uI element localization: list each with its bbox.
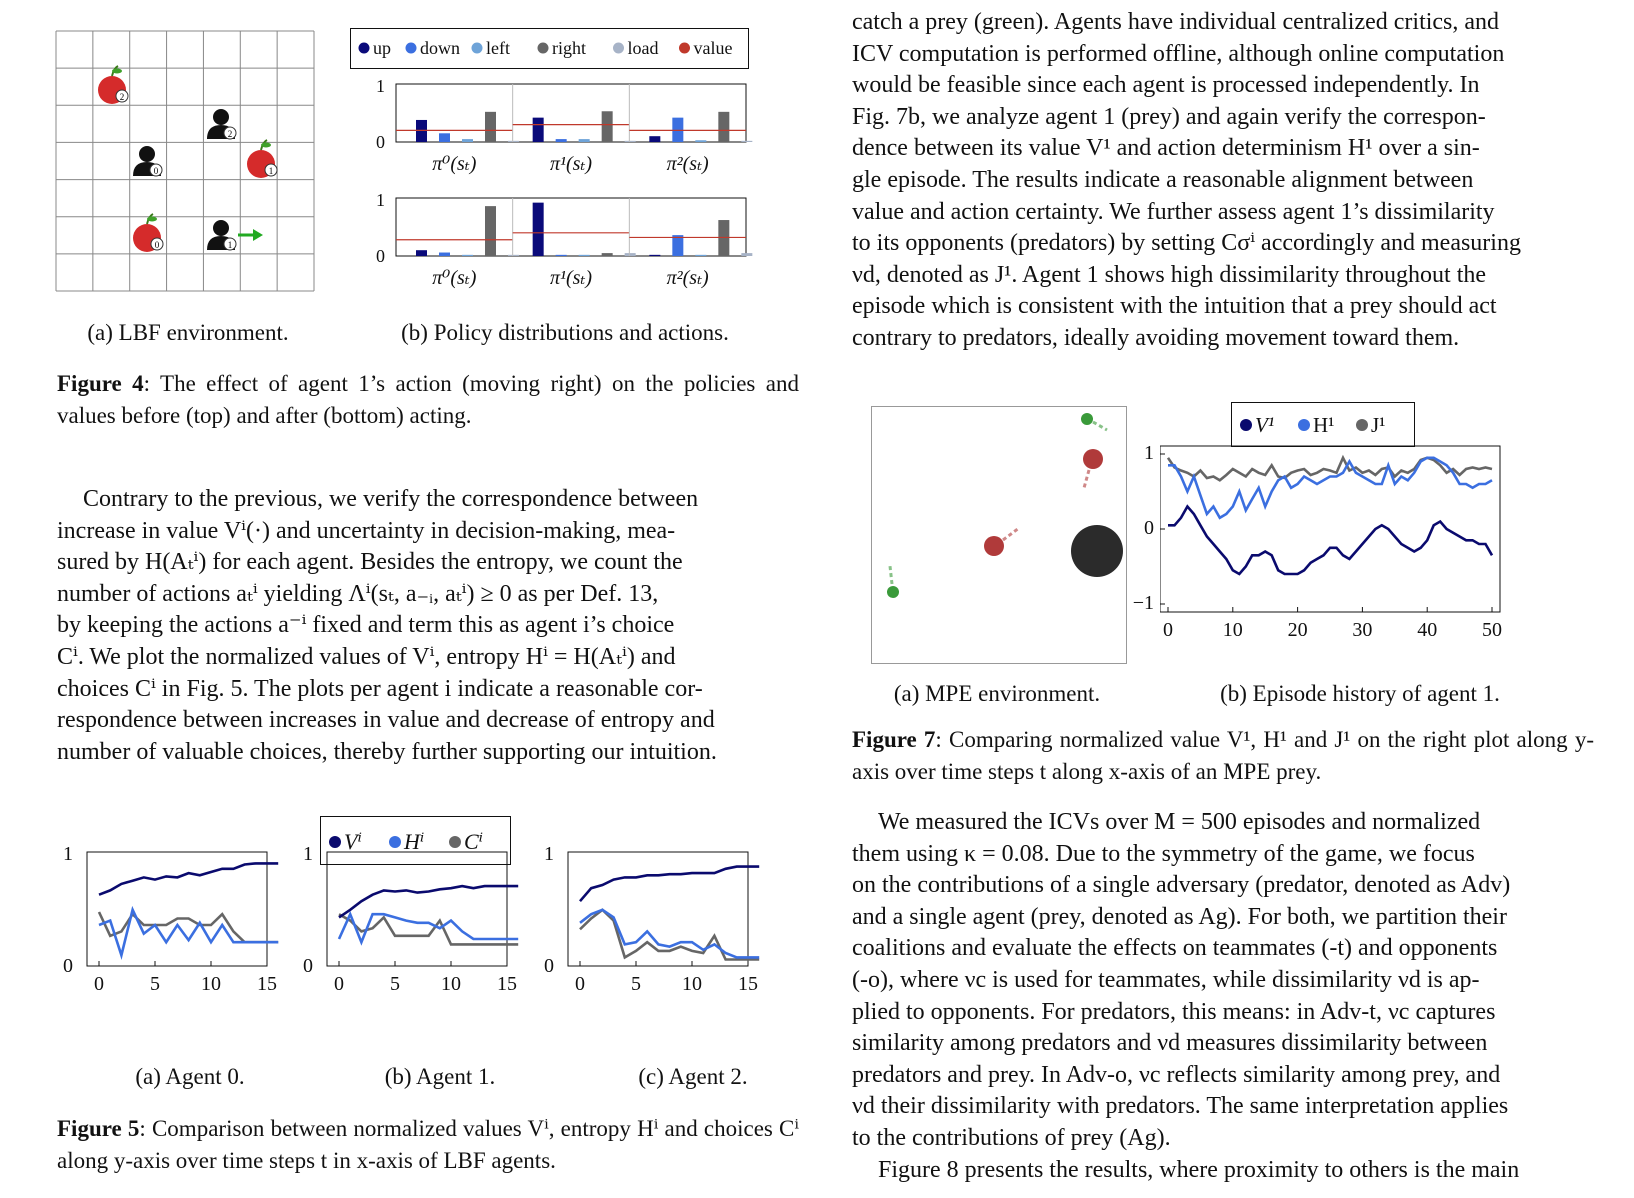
legend-label: V¹ bbox=[1255, 413, 1275, 437]
legend-marker bbox=[679, 43, 690, 54]
text-line: them using κ = 0.08. Due to the symmetry of the game, we focus bbox=[852, 840, 1475, 867]
apple-icon bbox=[247, 140, 277, 178]
x-tick-label: 0 bbox=[94, 973, 104, 995]
legend-marker bbox=[389, 836, 401, 848]
bar-up bbox=[649, 136, 660, 142]
legend-label: value bbox=[693, 38, 733, 58]
fig4-subcaption-a: (a) LBF environment. bbox=[87, 320, 289, 345]
x-tick-label: 10 bbox=[441, 973, 461, 995]
y-tick-label: 0 bbox=[303, 955, 313, 977]
legend-marker bbox=[329, 836, 341, 848]
text-line: predators and prey. In Adv-o, νc reflects similarity among prey, and bbox=[852, 1061, 1501, 1088]
series-line-Vⁱ bbox=[580, 867, 759, 902]
agent-comparison-charts bbox=[55, 816, 805, 1056]
right-arrow-icon bbox=[238, 229, 263, 241]
text-line: on the contributions of a single adversary (predator, denoted as Adv) bbox=[852, 872, 1511, 899]
text-line: (-o), where νc is used for teammates, while dissimilarity νd is ap- bbox=[852, 966, 1480, 993]
bar-right bbox=[602, 253, 613, 256]
text-line: and a single agent (prey, denoted as Ag). For both, we partition their bbox=[852, 903, 1507, 930]
right-bottom-paragraph bbox=[852, 807, 1594, 1186]
category-label: π¹(sₜ) bbox=[549, 153, 593, 175]
fig7-subcaption-a: (a) MPE environment. bbox=[893, 681, 1101, 706]
text-line: catch a prey (green). Agents have individual centralized critics, and bbox=[852, 9, 1500, 35]
bar-down bbox=[439, 133, 450, 142]
x-tick-label: 15 bbox=[257, 973, 277, 995]
apple-icon bbox=[98, 66, 128, 104]
bar-right bbox=[602, 111, 613, 142]
x-tick-label: 5 bbox=[390, 973, 400, 995]
mpe-environment bbox=[871, 406, 1127, 664]
y-tick-label: 1 bbox=[544, 843, 554, 865]
text-line: value and action certainty. We further assess agent 1’s dissimilarity bbox=[852, 198, 1495, 225]
category-label: π²(sₜ) bbox=[666, 153, 709, 175]
fig5-subcaption-a: (a) Agent 0. bbox=[135, 1064, 245, 1089]
caption-label: Figure 7 bbox=[852, 727, 936, 752]
text-line: sured by H(Aₜⁱ) for each agent. Besides the entropy, we count the bbox=[57, 549, 683, 576]
svg-text:0: 0 bbox=[154, 240, 160, 250]
legend-marker bbox=[359, 43, 370, 54]
y-tick-label: 0 bbox=[376, 132, 385, 152]
x-tick-label: 0 bbox=[575, 973, 585, 995]
series-line-Vⁱ bbox=[339, 886, 518, 917]
bar-left bbox=[579, 139, 590, 142]
category-label: π²(sₜ) bbox=[666, 267, 709, 289]
caption-text: : Comparison between normalized values Vⁱ, entropy Hⁱ and choices Cⁱ along y-axis over time steps t in x-axis of LBF agents. bbox=[57, 1116, 799, 1173]
plot-frame bbox=[327, 852, 507, 966]
text-line: to its opponents (predators) by setting Cσⁱ accordingly and measuring bbox=[852, 230, 1521, 257]
text-line: Contrary to the previous, we verify the correspondence between bbox=[83, 486, 699, 512]
caption-text: : Comparing normalized value V¹, H¹ and J¹ on the right plot along y-axis over time steps t along x-axis of an MPE prey. bbox=[852, 727, 1594, 784]
agent-icon bbox=[133, 146, 162, 176]
x-tick-label: 15 bbox=[738, 973, 758, 995]
legend-marker bbox=[538, 43, 549, 54]
bar-load bbox=[625, 141, 636, 142]
y-tick-label: 0 bbox=[63, 955, 73, 977]
bar-left bbox=[695, 140, 706, 142]
x-tick-label: 10 bbox=[201, 973, 221, 995]
bar-load bbox=[741, 141, 752, 142]
x-tick-label: 50 bbox=[1482, 619, 1502, 641]
svg-text:2: 2 bbox=[227, 129, 233, 139]
legend-marker bbox=[472, 43, 483, 54]
text-line: Figure 8 presents the results, where proximity to others is the main bbox=[878, 1156, 1520, 1183]
text-line: Fig. 7b, we analyze agent 1 (prey) and again verify the correspon- bbox=[852, 103, 1486, 130]
x-tick-label: 30 bbox=[1352, 619, 1373, 641]
apple-icon bbox=[133, 214, 163, 252]
text-line: number of actions aₜⁱ yielding Λⁱ(sₜ, a₋ᵢ, aₜⁱ) ≥ 0 as per Def. 13, bbox=[57, 580, 659, 607]
text-line: similarity among predators and νd measures dissimilarity between bbox=[852, 1030, 1488, 1057]
text-line: increase in value Vⁱ(·) and uncertainty in decision-making, mea- bbox=[57, 517, 676, 544]
x-tick-label: 5 bbox=[631, 973, 641, 995]
bar-load bbox=[508, 141, 519, 142]
y-tick-label: 1 bbox=[376, 76, 385, 96]
x-tick-label: 10 bbox=[682, 973, 702, 995]
series-line-Hⁱ bbox=[339, 914, 518, 942]
bar-load bbox=[625, 253, 636, 256]
text-line: respondence between increases in value and decrease of entropy and bbox=[57, 707, 715, 734]
y-tick-label: 0 bbox=[544, 955, 554, 977]
y-tick-label: −1 bbox=[1132, 592, 1154, 614]
text-line: νd their dissimilarity with predators. The same interpretation applies bbox=[852, 1093, 1509, 1120]
series-line-H¹ bbox=[1168, 458, 1492, 518]
left-paragraph bbox=[57, 484, 799, 768]
legend-label: up bbox=[373, 38, 391, 58]
caption-label: Figure 5 bbox=[57, 1116, 140, 1141]
bar-left bbox=[579, 255, 590, 256]
legend-label: Vⁱ bbox=[344, 829, 362, 854]
series-line-Vⁱ bbox=[99, 863, 278, 894]
text-line: We measured the ICVs over M = 500 episodes and normalized bbox=[878, 809, 1481, 835]
bar-left bbox=[462, 255, 473, 256]
text-line: number of valuable choices, thereby further supporting our intuition. bbox=[57, 738, 717, 765]
legend-label: J¹ bbox=[1371, 413, 1386, 437]
policy-distribution-chart bbox=[350, 28, 790, 310]
right-top-paragraph bbox=[852, 7, 1594, 355]
episode-history-chart bbox=[1160, 402, 1580, 667]
legend-marker bbox=[406, 43, 417, 54]
legend-marker bbox=[1240, 419, 1252, 431]
fig4-subcaption-b: (b) Policy distributions and actions. bbox=[401, 320, 729, 345]
y-tick-label: 1 bbox=[63, 843, 73, 865]
fig7-caption bbox=[852, 724, 1594, 788]
bar-load bbox=[741, 253, 752, 256]
bar-load bbox=[508, 255, 519, 256]
caption-label: Figure 4 bbox=[57, 371, 144, 396]
category-label: π⁰(sₜ) bbox=[432, 267, 477, 289]
legend-label: load bbox=[627, 38, 659, 58]
bar-up bbox=[649, 255, 660, 256]
legend-marker bbox=[613, 43, 624, 54]
text-line: dence between its value V¹ and action determinism H¹ over a sin- bbox=[852, 135, 1480, 162]
bar-right bbox=[485, 206, 496, 256]
text-line: plied to opponents. For predators, this means: in Adv-t, νc captures bbox=[852, 998, 1496, 1025]
legend-marker bbox=[1356, 419, 1368, 431]
fig5-subcaption-c: (c) Agent 2. bbox=[638, 1064, 748, 1089]
bar-right bbox=[485, 112, 496, 142]
caption-text: : The effect of agent 1’s action (moving right) on the policies and values before (top) and after (bottom) acting. bbox=[57, 371, 799, 428]
bar-up bbox=[533, 203, 544, 256]
x-tick-label: 0 bbox=[1163, 619, 1173, 641]
legend-label: Hⁱ bbox=[404, 829, 425, 854]
legend-label: left bbox=[486, 38, 510, 58]
x-tick-label: 0 bbox=[334, 973, 344, 995]
text-line: to the contributions of prey (Ag). bbox=[852, 1124, 1171, 1151]
bar-down bbox=[439, 253, 450, 256]
series-line-V¹ bbox=[1168, 507, 1492, 575]
x-tick-label: 15 bbox=[497, 973, 517, 995]
svg-text:2: 2 bbox=[119, 92, 125, 102]
y-tick-label: 1 bbox=[303, 843, 313, 865]
y-tick-label: 1 bbox=[376, 190, 385, 210]
legend-marker bbox=[449, 836, 461, 848]
bar-down bbox=[556, 255, 567, 256]
bar-left bbox=[462, 139, 473, 142]
legend-label: right bbox=[552, 38, 586, 58]
text-line: would be feasible since each agent is processed independently. In bbox=[852, 72, 1480, 99]
bar-left bbox=[695, 255, 706, 256]
text-line: Cⁱ. We plot the normalized values of Vⁱ, entropy Hⁱ = H(Aₜⁱ) and bbox=[57, 643, 676, 670]
x-tick-label: 40 bbox=[1417, 619, 1438, 641]
svg-text:0: 0 bbox=[153, 166, 159, 176]
legend-label: Cⁱ bbox=[464, 829, 484, 854]
bar-down bbox=[672, 235, 683, 256]
legend-label: down bbox=[420, 38, 460, 58]
fig7-subcaption-b: (b) Episode history of agent 1. bbox=[1220, 681, 1500, 706]
text-line: νd, denoted as J¹. Agent 1 shows high dissimilarity throughout the bbox=[852, 261, 1487, 288]
svg-text:1: 1 bbox=[227, 240, 233, 250]
lbf-environment bbox=[55, 30, 317, 294]
x-tick-label: 10 bbox=[1222, 619, 1243, 641]
text-line: choices Cⁱ in Fig. 5. The plots per agent i indicate a reasonable cor- bbox=[57, 675, 703, 702]
series-line-Cⁱ bbox=[580, 910, 759, 960]
x-tick-label: 20 bbox=[1287, 619, 1308, 641]
y-tick-label: 0 bbox=[1144, 517, 1154, 539]
agent-icon bbox=[207, 109, 236, 139]
series-line-Hⁱ bbox=[99, 910, 278, 955]
bar-down bbox=[556, 139, 567, 142]
bar-up bbox=[533, 118, 544, 142]
category-label: π¹(sₜ) bbox=[549, 267, 593, 289]
text-line: contrary to predators, ideally avoiding movement toward them. bbox=[852, 324, 1460, 351]
fig4-caption bbox=[57, 368, 799, 432]
y-tick-label: 1 bbox=[1144, 442, 1154, 464]
y-tick-label: 0 bbox=[376, 246, 385, 266]
fig5-subcaption-b: (b) Agent 1. bbox=[384, 1064, 496, 1089]
bar-up bbox=[416, 250, 427, 256]
category-label: π⁰(sₜ) bbox=[432, 153, 477, 175]
text-line: gle episode. The results indicate a reasonable alignment between bbox=[852, 166, 1474, 193]
fig5-caption bbox=[57, 1113, 799, 1177]
bar-right bbox=[718, 112, 729, 142]
svg-text:1: 1 bbox=[268, 166, 274, 176]
legend-marker bbox=[1298, 419, 1310, 431]
plot-frame bbox=[396, 198, 746, 256]
plot-frame bbox=[87, 852, 267, 966]
agent-icon bbox=[207, 220, 236, 250]
text-line: coalitions and evaluate the effects on teammates (-t) and opponents bbox=[852, 935, 1498, 962]
x-tick-label: 5 bbox=[150, 973, 160, 995]
text-line: ICV computation is performed offline, although online computation bbox=[852, 40, 1505, 67]
text-line: episode which is consistent with the intuition that a prey should act bbox=[852, 293, 1497, 320]
legend-label: H¹ bbox=[1313, 413, 1335, 437]
text-line: by keeping the actions a⁻ⁱ fixed and term this as agent i’s choice bbox=[57, 612, 675, 639]
